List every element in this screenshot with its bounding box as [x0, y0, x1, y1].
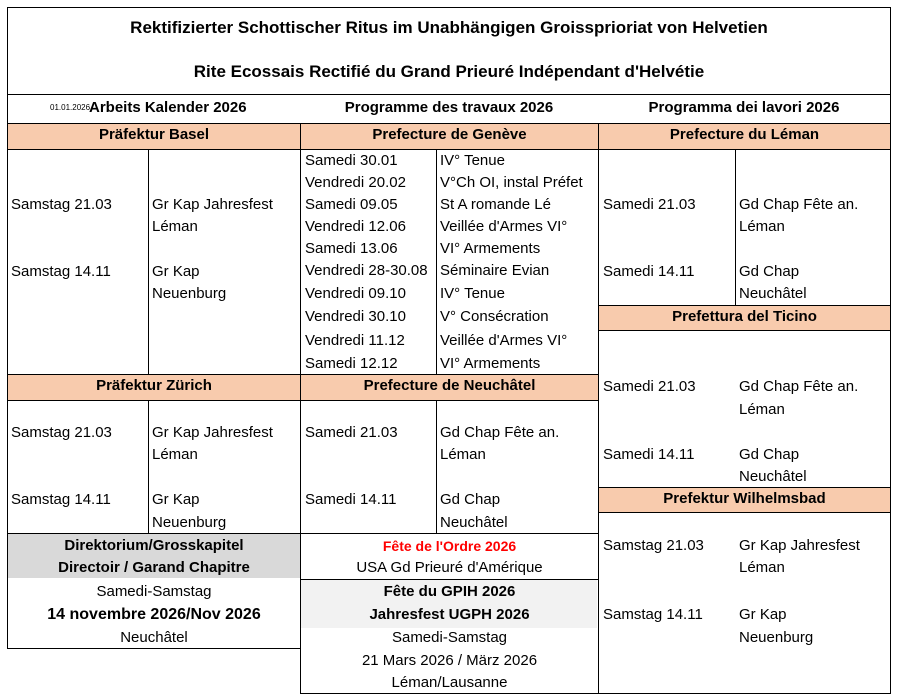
section-geneve: Prefecture de Genève	[300, 123, 599, 150]
section-basel: Präfektur Basel	[7, 123, 301, 150]
geneve-event: Veillée d'Armes VI°	[440, 332, 568, 349]
geneve-date: Samedi 12.12	[305, 355, 398, 372]
section-leman: Prefecture du Léman	[598, 123, 891, 150]
header-fr: Programme des travaux 2026	[344, 99, 554, 116]
zurich-date-2: Samstag 14.11	[11, 491, 111, 508]
basel-event-2b: Neuenburg	[152, 285, 227, 302]
directoire-place: Neuchâtel	[120, 629, 188, 646]
header-de: Arbeits Kalender 2026	[89, 99, 247, 116]
basel-event-2a: Gr Kap	[152, 263, 200, 280]
leman-event-1b: Léman	[739, 218, 785, 235]
zurich-date-1: Samstag 21.03	[11, 424, 112, 441]
ticino-event-1b: Léman	[739, 401, 785, 418]
basel-event-1a: Gr Kap Jahresfest	[152, 196, 273, 213]
directoire-title-1: Direktorium/Grosskapitel	[64, 537, 244, 554]
line-directoire-top	[7, 533, 598, 534]
line-zurich-mid	[148, 401, 149, 534]
line-neuchatel-mid	[436, 401, 437, 534]
zurich-event-1a: Gr Kap Jahresfest	[152, 424, 273, 441]
wilhelmsbad-event-1b: Léman	[739, 559, 785, 576]
leman-date-1: Samedi 21.03	[603, 196, 696, 213]
fete-gpih-title-2: Jahresfest UGPH 2026	[369, 606, 530, 623]
geneve-event: Séminaire Evian	[440, 262, 550, 279]
ticino-date-2: Samedi 14.11	[603, 446, 695, 463]
geneve-event: VI° Armements	[440, 240, 541, 257]
frame-right-header	[890, 95, 891, 123]
geneve-date: Vendredi 11.12	[305, 332, 405, 349]
zurich-event-2b: Neuenburg	[152, 514, 227, 531]
fete-gpih-date: 21 Mars 2026 / März 2026	[361, 652, 538, 669]
neuchatel-event-2a: Gd Chap	[440, 491, 501, 508]
fete-ordre-place: USA Gd Prieuré d'Amérique	[356, 559, 543, 576]
geneve-date: Samedi 30.01	[305, 152, 398, 169]
ticino-event-2a: Gd Chap	[739, 446, 800, 463]
neuchatel-date-2: Samedi 14.11	[305, 491, 397, 508]
neuchatel-date-1: Samedi 21.03	[305, 424, 398, 441]
geneve-event: V°Ch OI, instal Préfet	[440, 174, 583, 191]
geneve-event: IV° Tenue	[440, 152, 505, 169]
wilhelmsbad-event-2a: Gr Kap	[739, 606, 787, 623]
section-wilhelmsbad: Prefektur Wilhelmsbad	[598, 487, 891, 513]
ticino-date-1: Samedi 21.03	[603, 378, 696, 395]
leman-event-2b: Neuchâtel	[739, 285, 807, 302]
neuchatel-event-2b: Neuchâtel	[440, 514, 508, 531]
line-fete-ordre-bottom	[300, 579, 599, 580]
directoire-title-2: Directoir / Garand Chapitre	[58, 559, 250, 576]
geneve-date: Vendredi 09.10	[305, 285, 406, 302]
wilhelmsbad-event-2b: Neuenburg	[739, 629, 814, 646]
geneve-date: Vendredi 12.06	[305, 218, 406, 235]
frame-left-header	[7, 95, 8, 123]
directoire-days: Samedi-Samstag	[96, 583, 212, 600]
fete-ordre-title: Fête de l'Ordre 2026	[382, 538, 517, 554]
leman-event-2a: Gd Chap	[739, 263, 800, 280]
geneve-event: V° Consécration	[440, 308, 549, 325]
ticino-event-1a: Gd Chap Fête an.	[739, 378, 859, 395]
zurich-event-1b: Léman	[152, 446, 198, 463]
geneve-date: Vendredi 28-30.08	[305, 262, 428, 279]
neuchatel-event-1a: Gd Chap Fête an.	[440, 424, 560, 441]
leman-event-1a: Gd Chap Fête an.	[739, 196, 859, 213]
title-fr: Rite Ecossais Rectifié du Grand Prieuré Indépendant d'Helvétie	[193, 62, 705, 81]
wilhelmsbad-date-1: Samstag 21.03	[603, 537, 704, 554]
header-date: 01.01.2026	[50, 103, 91, 112]
fete-gpih-place: Léman/Lausanne	[391, 674, 508, 691]
header-it: Programma dei lavori 2026	[648, 99, 840, 116]
geneve-event: VI° Armements	[440, 355, 541, 372]
line-col2	[598, 123, 599, 693]
wilhelmsbad-date-2: Samstag 14.11	[603, 606, 703, 623]
geneve-event: Veillée d'Armes VI°	[440, 218, 568, 235]
fete-gpih-days: Samedi-Samstag	[391, 629, 508, 646]
wilhelmsbad-event-1a: Gr Kap Jahresfest	[739, 537, 860, 554]
basel-event-1b: Léman	[152, 218, 198, 235]
directoire-date: 14 novembre 2026/Nov 2026	[47, 606, 261, 623]
line-geneve-mid	[436, 150, 437, 374]
section-zurich: Präfektur Zürich	[7, 374, 301, 401]
geneve-event: St A romande Lé	[440, 196, 551, 213]
line-basel-mid	[148, 150, 149, 374]
section-neuchatel: Prefecture de Neuchâtel	[300, 374, 599, 401]
basel-date-2: Samstag 14.11	[11, 263, 111, 280]
title-de: Rektifizierter Schottischer Ritus im Unabhängigen Groissprioriat von Helvetien	[130, 18, 768, 37]
zurich-event-2a: Gr Kap	[152, 491, 200, 508]
ticino-event-2b: Neuchâtel	[739, 468, 807, 485]
geneve-date: Vendredi 20.02	[305, 174, 406, 191]
geneve-date: Samedi 13.06	[305, 240, 398, 257]
geneve-event: IV° Tenue	[440, 285, 505, 302]
geneve-date: Vendredi 30.10	[305, 308, 406, 325]
line-right	[890, 123, 891, 693]
leman-date-2: Samedi 14.11	[603, 263, 695, 280]
geneve-date: Samedi 09.05	[305, 196, 398, 213]
neuchatel-event-1b: Léman	[440, 446, 486, 463]
basel-date-1: Samstag 21.03	[11, 196, 112, 213]
line-leman-mid	[735, 150, 736, 305]
section-ticino: Prefettura del Ticino	[598, 305, 891, 331]
fete-gpih-title-1: Fête du GPIH 2026	[383, 583, 516, 600]
